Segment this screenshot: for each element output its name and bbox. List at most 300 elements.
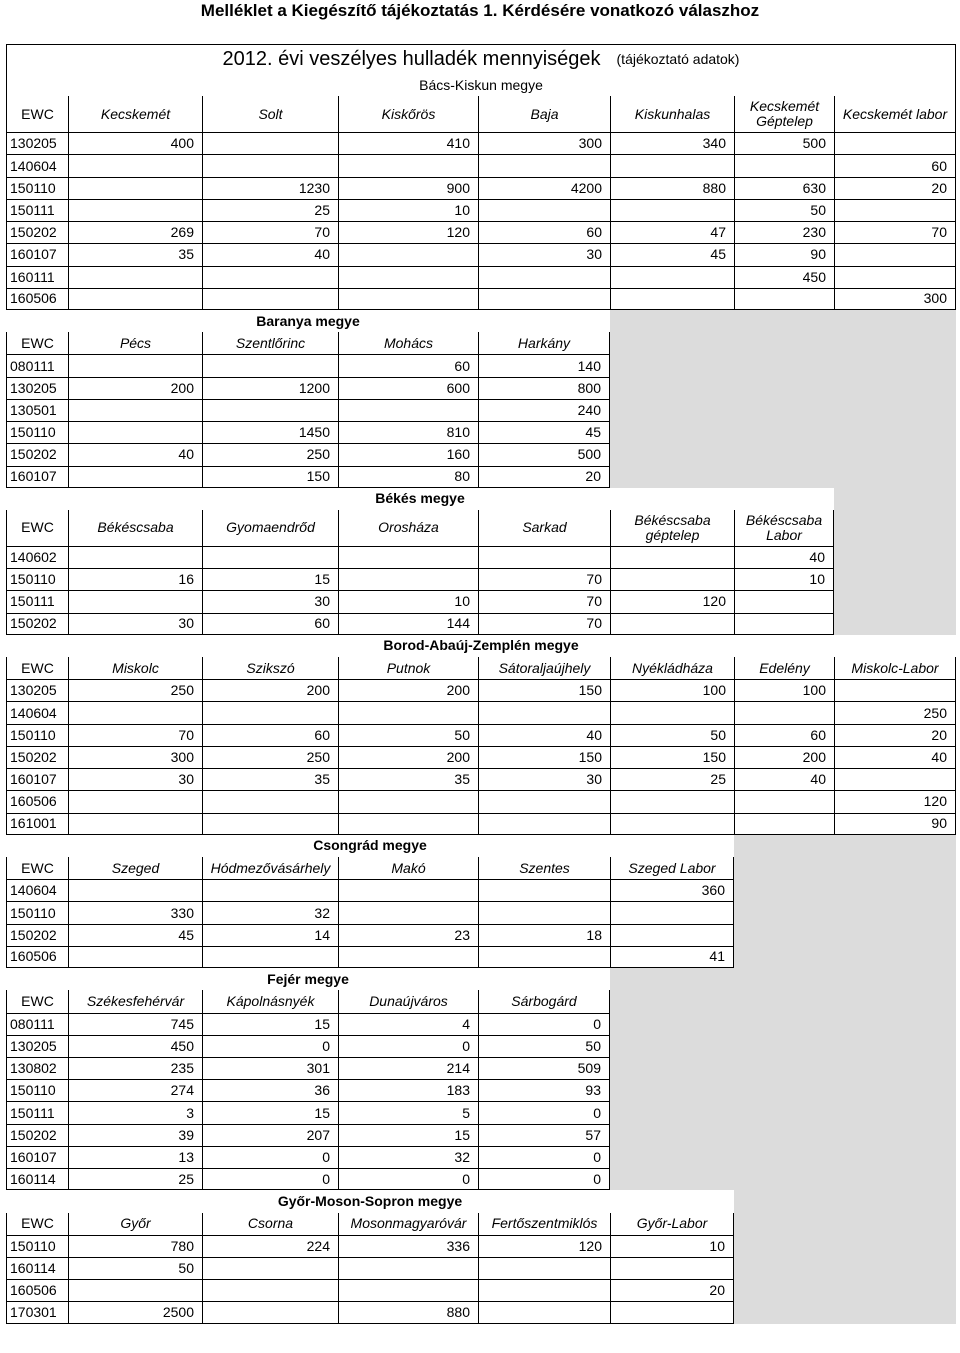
section-title-row [6, 1190, 956, 1212]
quantity-cell: 60 [202, 613, 338, 635]
quantity-cell [478, 879, 610, 901]
table-row [6, 901, 956, 923]
quantity-cell: 70 [68, 724, 202, 746]
quantity-cell: 10 [734, 568, 834, 590]
quantity-cell [610, 568, 734, 590]
table-row [6, 746, 956, 768]
section-title-row [6, 488, 956, 510]
shaded-area [610, 443, 956, 465]
column-header-dunaujvaros: Dunaújváros [338, 990, 478, 1012]
ewc-code: 150111 [6, 199, 68, 221]
quantity-cell [734, 154, 834, 176]
ewc-code: 150110 [6, 177, 68, 199]
table-row [6, 1124, 956, 1146]
quantity-cell [338, 790, 478, 812]
table-row [6, 724, 956, 746]
ewc-code: 160111 [6, 266, 68, 288]
ewc-code: 170301 [6, 1301, 68, 1323]
column-header-sarkad: Sarkad [478, 510, 610, 546]
quantity-cell [478, 901, 610, 923]
ewc-code: 130501 [6, 399, 68, 421]
table-row [6, 221, 956, 243]
quantity-cell [202, 266, 338, 288]
column-header-gyor: Győr [68, 1213, 202, 1235]
shaded-area [610, 990, 956, 1012]
ewc-code: 160114 [6, 1257, 68, 1279]
quantity-cell: 300 [68, 746, 202, 768]
quantity-cell: 50 [478, 1035, 610, 1057]
quantity-cell [68, 399, 202, 421]
ewc-code: 160107 [6, 768, 68, 790]
main-title-row [6, 44, 956, 74]
ewc-code: 150110 [6, 1079, 68, 1101]
shaded-area [610, 1013, 956, 1035]
quantity-cell: 235 [68, 1057, 202, 1079]
quantity-cell: 230 [734, 221, 834, 243]
shaded-area [834, 510, 956, 546]
quantity-cell [68, 879, 202, 901]
quantity-cell: 60 [478, 221, 610, 243]
quantity-cell [734, 590, 834, 612]
table-row [6, 421, 956, 443]
table-row [6, 946, 956, 968]
quantity-cell: 2500 [68, 1301, 202, 1323]
table-row [6, 288, 956, 310]
quantity-cell: 15 [202, 1013, 338, 1035]
quantity-cell: 250 [202, 746, 338, 768]
quantity-cell [202, 790, 338, 812]
quantity-cell [68, 813, 202, 835]
column-header-kiskoros: Kiskőrös [338, 96, 478, 132]
quantity-cell [68, 266, 202, 288]
quantity-cell: 25 [202, 199, 338, 221]
main-title-text: 2012. évi veszélyes hulladék mennyiségek [222, 48, 601, 70]
quantity-cell: 0 [478, 1168, 610, 1190]
quantity-cell: 4200 [478, 177, 610, 199]
shaded-area [610, 466, 956, 488]
quantity-cell: 250 [202, 443, 338, 465]
quantity-cell: 57 [478, 1124, 610, 1146]
quantity-cell: 250 [834, 701, 956, 723]
quantity-cell [68, 154, 202, 176]
ewc-code: 140604 [6, 154, 68, 176]
quantity-cell: 0 [338, 1168, 478, 1190]
quantity-cell: 16 [68, 568, 202, 590]
column-header-miskolc: Miskolc [68, 657, 202, 679]
quantity-cell: 120 [338, 221, 478, 243]
quantity-cell: 1450 [202, 421, 338, 443]
quantity-cell: 340 [610, 132, 734, 154]
quantity-cell: 50 [68, 1257, 202, 1279]
quantity-cell: 90 [834, 813, 956, 835]
table-row [6, 546, 956, 568]
quantity-cell [610, 1301, 734, 1323]
ewc-code: 130205 [6, 1035, 68, 1057]
shaded-area [734, 946, 956, 968]
quantity-cell: 5 [338, 1101, 478, 1123]
quantity-cell [834, 679, 956, 701]
column-header-ewc: EWC [6, 510, 68, 546]
section-header-row [6, 990, 956, 1012]
ewc-code: 150202 [6, 443, 68, 465]
quantity-cell [610, 199, 734, 221]
column-header-szeged-labor: Szeged Labor [610, 857, 734, 879]
section-header-row [6, 857, 956, 879]
quantity-cell: 39 [68, 1124, 202, 1146]
quantity-cell: 20 [834, 724, 956, 746]
quantity-cell: 30 [478, 768, 610, 790]
quantity-cell: 269 [68, 221, 202, 243]
quantity-cell: 23 [338, 924, 478, 946]
quantity-cell: 240 [478, 399, 610, 421]
shaded-area [610, 1101, 956, 1123]
ewc-code: 140604 [6, 701, 68, 723]
quantity-cell [478, 266, 610, 288]
column-header-harkany: Harkány [478, 332, 610, 354]
quantity-cell: 360 [610, 879, 734, 901]
quantity-cell: 10 [338, 590, 478, 612]
table-row [6, 568, 956, 590]
quantity-cell: 600 [338, 377, 478, 399]
quantity-cell: 1230 [202, 177, 338, 199]
quantity-cell: 336 [338, 1235, 478, 1257]
quantity-cell: 60 [202, 724, 338, 746]
quantity-cell: 25 [68, 1168, 202, 1190]
ewc-code: 160506 [6, 946, 68, 968]
quantity-cell [478, 154, 610, 176]
column-header-szentlorinc: Szentlőrinc [202, 332, 338, 354]
column-header-bekescsaba: Békéscsaba [68, 510, 202, 546]
table-row [6, 1101, 956, 1123]
quantity-cell [734, 613, 834, 635]
column-header-ewc: EWC [6, 857, 68, 879]
column-header-bekescsaba-labor: Békéscsaba Labor [734, 510, 834, 546]
ewc-code: 080111 [6, 354, 68, 376]
table-row [6, 1079, 956, 1101]
quantity-cell [68, 354, 202, 376]
shaded-area [610, 968, 956, 990]
quantity-cell [834, 768, 956, 790]
quantity-cell: 144 [338, 613, 478, 635]
quantity-cell: 20 [834, 177, 956, 199]
quantity-cell: 40 [834, 746, 956, 768]
shaded-area [734, 879, 956, 901]
column-header-mosonmagyarovar: Mosonmagyaróvár [338, 1213, 478, 1235]
shaded-area [610, 1146, 956, 1168]
ewc-code: 160107 [6, 466, 68, 488]
quantity-cell [338, 901, 478, 923]
shaded-area [834, 590, 956, 612]
quantity-cell: 410 [338, 132, 478, 154]
quantity-cell: 13 [68, 1146, 202, 1168]
quantity-cell: 70 [834, 221, 956, 243]
quantity-cell: 120 [610, 590, 734, 612]
ewc-code: 161001 [6, 813, 68, 835]
shaded-area [734, 1235, 956, 1257]
waste-table [6, 44, 956, 1351]
quantity-cell: 41 [610, 946, 734, 968]
column-header-csorna: Csorna [202, 1213, 338, 1235]
quantity-cell [338, 813, 478, 835]
section-header-row [6, 657, 956, 679]
quantity-cell: 250 [68, 679, 202, 701]
table-row [6, 590, 956, 612]
shaded-area [610, 1057, 956, 1079]
quantity-cell [68, 1279, 202, 1301]
table-row [6, 1279, 956, 1301]
quantity-cell [202, 132, 338, 154]
column-header-ewc: EWC [6, 657, 68, 679]
quantity-cell [610, 154, 734, 176]
quantity-cell [338, 1279, 478, 1301]
quantity-cell: 45 [478, 421, 610, 443]
quantity-cell: 200 [734, 746, 834, 768]
shaded-area [610, 377, 956, 399]
quantity-cell: 301 [202, 1057, 338, 1079]
quantity-cell: 0 [202, 1168, 338, 1190]
quantity-cell [202, 546, 338, 568]
shaded-area [734, 1257, 956, 1279]
quantity-cell: 3 [68, 1101, 202, 1123]
quantity-cell: 40 [734, 546, 834, 568]
quantity-cell: 810 [338, 421, 478, 443]
shaded-area [610, 1035, 956, 1057]
quantity-cell: 450 [734, 266, 834, 288]
ewc-code: 150110 [6, 1235, 68, 1257]
table-row [6, 1146, 956, 1168]
shaded-area [610, 1079, 956, 1101]
ewc-code: 140602 [6, 546, 68, 568]
table-row [6, 613, 956, 635]
quantity-cell: 70 [478, 613, 610, 635]
quantity-cell: 880 [338, 1301, 478, 1323]
section-title-row [6, 835, 956, 857]
quantity-cell: 10 [338, 199, 478, 221]
quantity-cell: 50 [734, 199, 834, 221]
quantity-cell: 15 [202, 568, 338, 590]
quantity-cell [734, 813, 834, 835]
quantity-cell: 200 [338, 746, 478, 768]
quantity-cell: 60 [834, 154, 956, 176]
quantity-cell: 36 [202, 1079, 338, 1101]
quantity-cell: 20 [478, 466, 610, 488]
quantity-cell: 35 [68, 243, 202, 265]
quantity-cell: 40 [478, 724, 610, 746]
column-header-pecs: Pécs [68, 332, 202, 354]
column-header-nyekladhaza: Nyékládháza [610, 657, 734, 679]
table-row [6, 790, 956, 812]
quantity-cell [338, 568, 478, 590]
section-header-row [6, 510, 956, 546]
shaded-area [834, 488, 956, 510]
shaded-area [610, 354, 956, 376]
table-row [6, 1013, 956, 1035]
column-header-mako: Makó [338, 857, 478, 879]
ewc-code: 150110 [6, 421, 68, 443]
ewc-code: 130205 [6, 679, 68, 701]
shaded-area [734, 924, 956, 946]
table-row [6, 399, 956, 421]
quantity-cell: 150 [478, 679, 610, 701]
quantity-cell: 70 [202, 221, 338, 243]
ewc-code: 150202 [6, 746, 68, 768]
quantity-cell [68, 590, 202, 612]
column-header-bekescsaba-geptelep: Békéscsaba géptelep [610, 510, 734, 546]
shaded-area [610, 399, 956, 421]
quantity-cell [478, 546, 610, 568]
column-header-solt: Solt [202, 96, 338, 132]
table-row [6, 1235, 956, 1257]
quantity-cell: 224 [202, 1235, 338, 1257]
ewc-code: 160107 [6, 1146, 68, 1168]
ewc-code: 150110 [6, 724, 68, 746]
quantity-cell: 40 [734, 768, 834, 790]
column-header-mohacs: Mohács [338, 332, 478, 354]
shaded-area [610, 310, 956, 332]
quantity-cell: 274 [68, 1079, 202, 1101]
quantity-cell: 330 [68, 901, 202, 923]
column-header-szentes: Szentes [478, 857, 610, 879]
quantity-cell [610, 266, 734, 288]
quantity-cell: 214 [338, 1057, 478, 1079]
section-title-row [6, 74, 956, 96]
column-header-szeged: Szeged [68, 857, 202, 879]
ewc-code: 150202 [6, 613, 68, 635]
column-header-kecskemet-labor: Kecskemét labor [834, 96, 956, 132]
quantity-cell [610, 546, 734, 568]
quantity-cell [478, 701, 610, 723]
table-row [6, 924, 956, 946]
quantity-cell [68, 946, 202, 968]
quantity-cell [202, 154, 338, 176]
quantity-cell: 60 [338, 354, 478, 376]
ewc-code: 150202 [6, 1124, 68, 1146]
quantity-cell: 18 [478, 924, 610, 946]
quantity-cell [610, 1257, 734, 1279]
quantity-cell: 50 [610, 724, 734, 746]
quantity-cell: 15 [202, 1101, 338, 1123]
ewc-code: 150202 [6, 221, 68, 243]
quantity-cell [834, 199, 956, 221]
quantity-cell: 47 [610, 221, 734, 243]
quantity-cell: 90 [734, 243, 834, 265]
quantity-cell [734, 790, 834, 812]
column-header-ewc: EWC [6, 332, 68, 354]
quantity-cell [478, 288, 610, 310]
quantity-cell [610, 613, 734, 635]
quantity-cell [338, 946, 478, 968]
table-row [6, 199, 956, 221]
quantity-cell: 30 [68, 613, 202, 635]
quantity-cell: 200 [68, 377, 202, 399]
table-row [6, 813, 956, 835]
quantity-cell [478, 813, 610, 835]
column-header-szekesfehervar: Székesfehérvár [68, 990, 202, 1012]
quantity-cell [478, 790, 610, 812]
quantity-cell: 500 [478, 443, 610, 465]
ewc-code: 160506 [6, 288, 68, 310]
quantity-cell: 0 [478, 1146, 610, 1168]
quantity-cell [610, 813, 734, 835]
quantity-cell [68, 177, 202, 199]
quantity-cell: 780 [68, 1235, 202, 1257]
quantity-cell [202, 946, 338, 968]
shaded-area [734, 901, 956, 923]
section-title-bacs-kiskun-megye: Bács-Kiskun megye [6, 74, 956, 96]
quantity-cell [734, 288, 834, 310]
shaded-area [734, 1301, 956, 1323]
column-header-kecskemet: Kecskemét [68, 96, 202, 132]
quantity-cell [338, 288, 478, 310]
shaded-area [734, 857, 956, 879]
shaded-area [734, 1213, 956, 1235]
shaded-area [834, 546, 956, 568]
section-title-row [6, 310, 956, 332]
quantity-cell: 30 [68, 768, 202, 790]
column-header-baja: Baja [478, 96, 610, 132]
column-header-edeleny: Edelény [734, 657, 834, 679]
section-header-row [6, 1213, 956, 1235]
quantity-cell [478, 1301, 610, 1323]
quantity-cell [478, 199, 610, 221]
quantity-cell: 93 [478, 1079, 610, 1101]
quantity-cell: 35 [338, 768, 478, 790]
quantity-cell [610, 924, 734, 946]
quantity-cell: 70 [478, 568, 610, 590]
ewc-code: 160506 [6, 790, 68, 812]
quantity-cell: 900 [338, 177, 478, 199]
table-row [6, 1035, 956, 1057]
quantity-cell: 25 [610, 768, 734, 790]
column-header-szikszo: Szikszó [202, 657, 338, 679]
quantity-cell: 150 [478, 746, 610, 768]
quantity-cell: 150 [610, 746, 734, 768]
quantity-cell: 500 [734, 132, 834, 154]
quantity-cell [68, 701, 202, 723]
quantity-cell [202, 1257, 338, 1279]
shaded-area [834, 568, 956, 590]
quantity-cell: 0 [478, 1013, 610, 1035]
quantity-cell: 20 [610, 1279, 734, 1301]
ewc-code: 130205 [6, 132, 68, 154]
quantity-cell: 35 [202, 768, 338, 790]
column-header-gyomaendrod: Gyomaendrőd [202, 510, 338, 546]
quantity-cell: 70 [478, 590, 610, 612]
column-header-oroshaza: Orosháza [338, 510, 478, 546]
quantity-cell [202, 399, 338, 421]
quantity-cell: 0 [202, 1035, 338, 1057]
table-row [6, 679, 956, 701]
quantity-cell [202, 288, 338, 310]
quantity-cell [68, 199, 202, 221]
quantity-cell: 60 [734, 724, 834, 746]
ewc-code: 150110 [6, 901, 68, 923]
quantity-cell [202, 813, 338, 835]
quantity-cell: 15 [338, 1124, 478, 1146]
table-row [6, 768, 956, 790]
quantity-cell [202, 701, 338, 723]
quantity-cell: 160 [338, 443, 478, 465]
quantity-cell [338, 879, 478, 901]
quantity-cell [68, 790, 202, 812]
section-header-row [6, 96, 956, 132]
quantity-cell [610, 288, 734, 310]
quantity-cell [610, 790, 734, 812]
table-row [6, 701, 956, 723]
ewc-code: 150202 [6, 924, 68, 946]
table-row [6, 354, 956, 376]
quantity-cell: 45 [610, 243, 734, 265]
